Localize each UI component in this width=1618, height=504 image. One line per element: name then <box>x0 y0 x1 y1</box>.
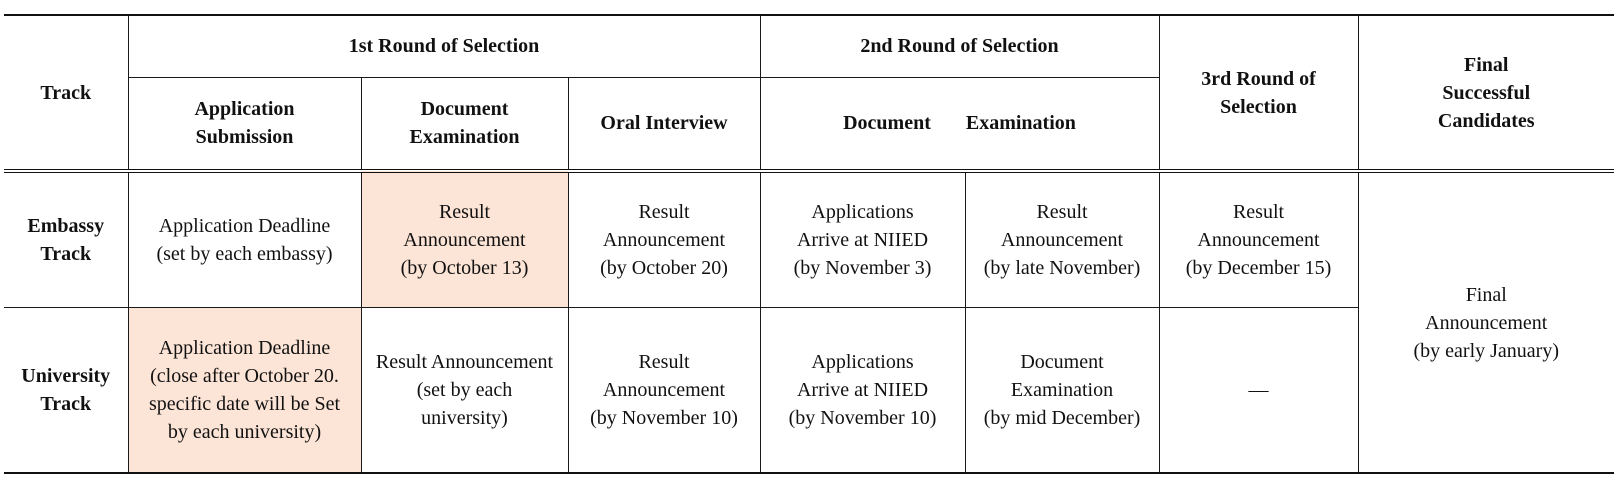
header-final-successful-candidates: Final Successful Candidates <box>1358 15 1614 171</box>
table-row-embassy-track <box>4 171 1614 307</box>
cell-embassy-round2-examination: Result Announcement (by late November) <box>965 171 1159 307</box>
header-oral-interview: Oral Interview <box>568 77 760 171</box>
cell-university-document-examination: Result Announcement (set by each university) <box>361 307 568 473</box>
cell-embassy-round3: Result Announcement (by December 15) <box>1159 171 1358 307</box>
selection-schedule-table <box>4 14 1614 474</box>
header-round-1: 1st Round of Selection <box>128 15 760 77</box>
cell-embassy-oral-interview: Result Announcement (by October 20) <box>568 171 760 307</box>
cell-university-round2-document: Applications Arrive at NIIED (by November 10) <box>760 307 965 473</box>
cell-university-application-submission: Application Deadline (close after October 20. specific date will be Set by each university) <box>128 307 361 473</box>
header-track: Track <box>4 15 128 171</box>
header-row-rounds <box>4 15 1614 77</box>
header-round-3: 3rd Round of Selection <box>1159 15 1358 171</box>
cell-embassy-application-submission: Application Deadline (set by each embassy) <box>128 171 361 307</box>
row-label-embassy-track: Embassy Track <box>4 171 128 307</box>
cell-university-round3: — <box>1159 307 1358 473</box>
cell-embassy-document-examination: Result Announcement (by October 13) <box>361 171 568 307</box>
header-round-2: 2nd Round of Selection <box>760 15 1159 77</box>
header-document-examination: Document Examination <box>361 77 568 171</box>
cell-embassy-round2-document: Applications Arrive at NIIED (by November 3) <box>760 171 965 307</box>
cell-university-oral-interview: Result Announcement (by November 10) <box>568 307 760 473</box>
header-round2-document-examination-label: Document Examination <box>843 112 1076 135</box>
cell-final-announcement: Final Announcement (by early January) <box>1358 171 1614 473</box>
header-application-submission: Application Submission <box>128 77 361 171</box>
header-round2-document-examination <box>760 77 1159 171</box>
cell-university-round2-examination: Document Examination (by mid December) <box>965 307 1159 473</box>
row-label-university-track: University Track <box>4 307 128 473</box>
